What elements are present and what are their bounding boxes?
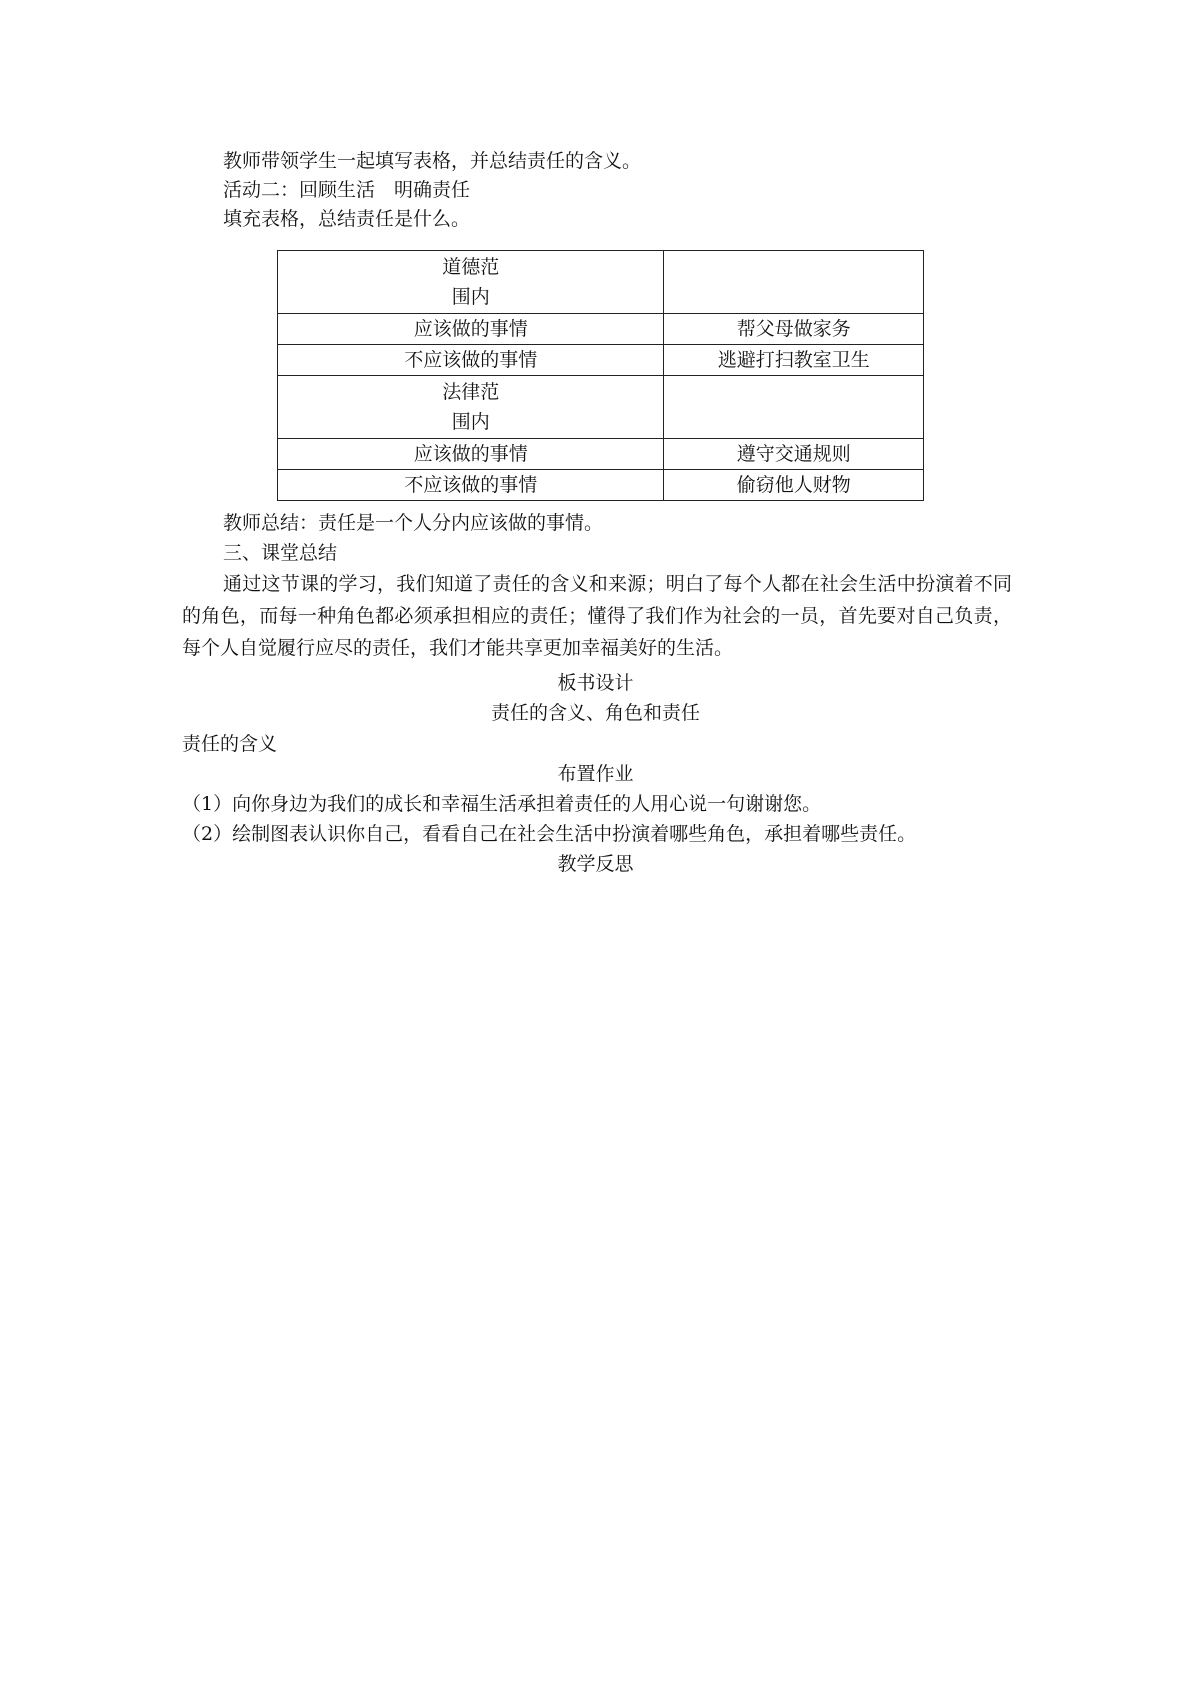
table-row [278,470,924,501]
table-cell-example: 帮父母做家务 [664,314,924,345]
intro-line-3: 填充表格，总结责任是什么。 [223,208,471,230]
board-design-heading: 板书设计 [557,672,634,694]
table-row [278,251,924,314]
responsibility-table [277,250,924,501]
homework-item-1: （1）向你身边为我们的成长和幸福生活承担着责任的人用心说一句谢谢您。 [182,793,822,815]
table-row [278,439,924,470]
homework-item-2: （2）绘制图表认识你自己，看看自己在社会生活中扮演着哪些角色，承担着哪些责任。 [182,823,917,845]
table-cell-category: 不应该做的事情 [278,470,664,501]
table-row [278,314,924,345]
table-row [278,376,924,439]
table-cell-empty [664,376,924,439]
table-cell-example: 遵守交通规则 [664,439,924,470]
table-cell-category: 不应该做的事情 [278,345,664,376]
board-design-subtitle: 责任的含义、角色和责任 [490,702,700,724]
homework-heading: 布置作业 [557,763,634,785]
table-row [278,345,924,376]
table-cell-category: 应该做的事情 [278,314,664,345]
table-cell-example: 偷窃他人财物 [664,470,924,501]
table-cell-example: 逃避打扫教室卫生 [664,345,924,376]
table-cell-scope-moral: 道德范 围内 [278,251,664,314]
table-cell-category: 应该做的事情 [278,439,664,470]
activity-two-title: 活动二：回顾生活 明确责任 [223,179,471,201]
reflection-heading: 教学反思 [557,853,634,875]
table-cell-empty [664,251,924,314]
intro-line-1: 教师带领学生一起填写表格，并总结责任的含义。 [223,150,642,172]
board-item-meaning: 责任的含义 [182,733,278,755]
section-3-title: 三、课堂总结 [223,542,338,564]
table-cell-scope-legal: 法律范 围内 [278,376,664,439]
section-3-body: 通过这节课的学习，我们知道了责任的含义和来源；明白了每个人都在社会生活中扮演着不同的角色，而每一种角色都必须承担相应的责任；懂得了我们作为社会的一员，首先要对自己负责，每个人自觉履行应尽的责任，我们才能共享更加幸福美好的生活。 [182,573,1012,659]
teacher-summary: 教师总结：责任是一个人分内应该做的事情。 [223,512,604,534]
